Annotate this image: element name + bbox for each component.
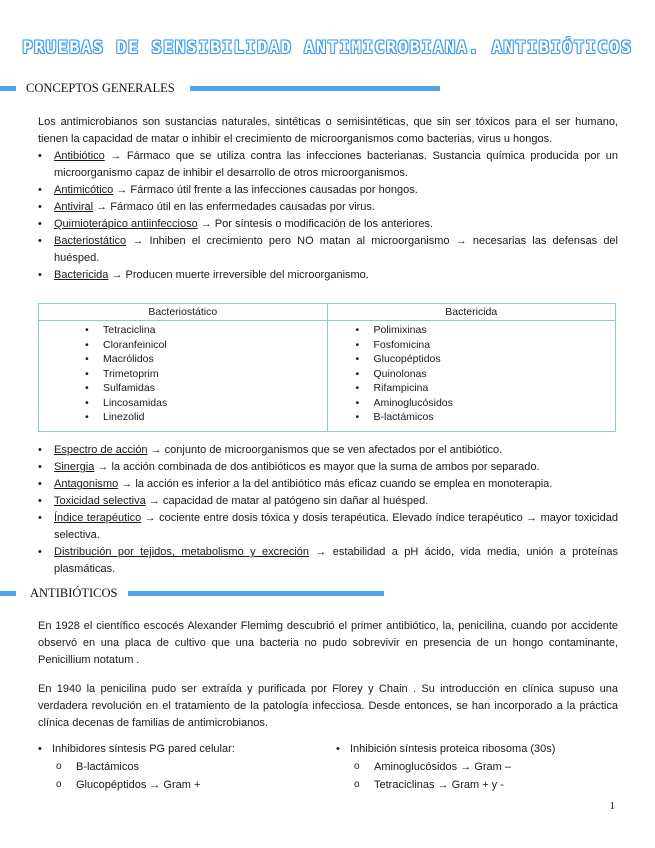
list-item: • Sulfamidas: [85, 381, 327, 396]
mechanism-heading: • Inhibición síntesis proteica ribosoma (30s): [336, 740, 616, 758]
list-item: [38, 493, 618, 510]
list-item: • Polimixinas: [356, 323, 616, 338]
term: Toxicidad selectiva: [54, 495, 146, 507]
list-item: • Tetraciclina: [85, 323, 327, 338]
mechanism-heading: • Inhibidores síntesis PG pared celular:: [38, 740, 318, 758]
heading-accent-bar: [128, 591, 384, 596]
list-item: • Cloranfeinicol: [85, 338, 327, 353]
definitions-list: [38, 148, 618, 284]
list-item: [38, 182, 618, 199]
list-item: [38, 199, 618, 216]
list-item: [38, 442, 618, 459]
list-item: • Linezolid: [85, 410, 327, 425]
definition: → Fármaco útil frente a las infecciones causadas por hongos.: [113, 184, 418, 196]
term: Quimioterápico antiinfeccioso: [54, 218, 198, 230]
definition: → capacidad de matar al patógeno sin dañar al huésped.: [145, 495, 429, 507]
section-heading-conceptos: [0, 81, 655, 97]
list-item: o Aminoglucósidos → Gram –: [354, 758, 616, 776]
term: Antimicótico: [54, 184, 114, 196]
term: Índice terapéutico: [54, 512, 142, 524]
table-header-bacteriostatico: Bacteriostático: [39, 304, 328, 321]
mechanism-column-1: [38, 740, 318, 794]
list-item: [38, 544, 618, 578]
definition: → la acción es inferior a la del antibiótico más eficaz cuando se emplea en monoterapia.: [118, 478, 553, 490]
concepts-list: [38, 442, 618, 578]
list-item: • Rifampicina: [356, 381, 616, 396]
list-item: • Quinolonas: [356, 367, 616, 382]
term: Espectro de acción: [54, 444, 148, 456]
page-title: PRUEBAS DE SENSIBILIDAD ANTIMICROBIANA. ANTIBIÓTICOS: [22, 38, 633, 58]
term: Bacteriostático: [54, 235, 127, 247]
term: Sinergia: [54, 461, 95, 473]
definition: → estabilidad a pH ácido, vida media, unión a proteínas plasmáticas.: [54, 546, 618, 575]
list-item: [38, 476, 618, 493]
list-item: • Glucopéptidos: [356, 352, 616, 367]
term: Distribución por tejidos, metabolismo y excreción: [54, 546, 310, 558]
table-header-bactericida: Bactericida: [327, 304, 616, 321]
history-paragraph-1: En 1928 el científico escocés Alexander Flemimg descubrió el primer antibiótico, la, penicilina, cuando por accidente observó en una placa de cultivo que una bacteria no pudo sobrevivir en presencia de un hongo contaminante, Penicillium notatum .: [38, 620, 618, 666]
list-item: [38, 216, 618, 233]
table-cell-bactericida: [327, 321, 616, 432]
list-item: • Fosfomicina: [356, 338, 616, 353]
intro-paragraph: Los antimicrobianos son sustancias naturales, sintéticas o semisintéticas, que sin ser tóxicos para el ser humano, tienen la capacidad de matar o inhibir el crecimiento de microorganismos como bacterias, virus u hongos.: [38, 116, 618, 145]
heading-accent-bar: [0, 86, 16, 91]
term: Antiviral: [54, 201, 94, 213]
section-heading-label: CONCEPTOS GENERALES: [26, 81, 175, 95]
history-paragraph-2: En 1940 la penicilina pudo ser extraída y purificada por Florey y Chain . Su introducción en clínica supuso una verdadera revolución en el tratamiento de la patología infecciosa. Desde entonces, se han incorporado a la práctica clínica decenas de familias de antimicrobianos.: [38, 683, 618, 729]
definition: → Producen muerte irreversible del microorganismo.: [108, 269, 369, 281]
heading-accent-bar: [190, 86, 440, 91]
term: Antibiótico: [54, 150, 105, 162]
list-item: [38, 459, 618, 476]
list-item: [38, 267, 618, 284]
list-item: • B-lactámicos: [356, 410, 616, 425]
definition: → Fármaco útil en las enfermedades causadas por virus.: [93, 201, 375, 213]
list-item: • Macrólidos: [85, 352, 327, 367]
definition: → Inhiben el crecimiento pero NO matan al microorganismo → necesarias las defensas del huésped.: [54, 235, 618, 264]
term: Bactericida: [54, 269, 109, 281]
definition: → Por síntesis o modificación de los anteriores.: [197, 218, 434, 230]
list-item: o B-lactámicos: [56, 758, 318, 776]
definition: → la acción combinada de dos antibióticos es mayor que la suma de ambos por separado.: [94, 461, 540, 473]
list-item: o Tetraciclinas → Gram + y -: [354, 776, 616, 794]
list-item: [38, 148, 618, 182]
term: Antagonismo: [54, 478, 119, 490]
page-number: 1: [609, 800, 615, 812]
list-item: • Lincosamidas: [85, 396, 327, 411]
section-heading-antibioticos: [0, 586, 655, 602]
heading-accent-bar: [0, 591, 16, 596]
section-heading-label: ANTIBIÓTICOS: [30, 586, 118, 600]
list-item: • Trimetoprim: [85, 367, 327, 382]
definition: → conjunto de microorganismos que se ven afectados por el antibiótico.: [147, 444, 503, 456]
comparison-table: [38, 303, 616, 432]
list-item: [38, 510, 618, 544]
definition: → Fármaco que se utiliza contra las infecciones bacterianas. Sustancia química producida por un microorganismo capaz de inhibir el desarrollo de otros microorganismos.: [54, 150, 618, 179]
definition: → cociente entre dosis tóxica y dosis terapéutica. Elevado índice terapéutico → mayor toxicidad selectiva.: [54, 512, 618, 541]
list-item: o Glucopéptidos → Gram +: [56, 776, 318, 794]
list-item: • Aminoglucósidos: [356, 396, 616, 411]
table-cell-bacteriostatico: [39, 321, 328, 432]
mechanism-column-2: [336, 740, 616, 794]
list-item: [38, 233, 618, 267]
